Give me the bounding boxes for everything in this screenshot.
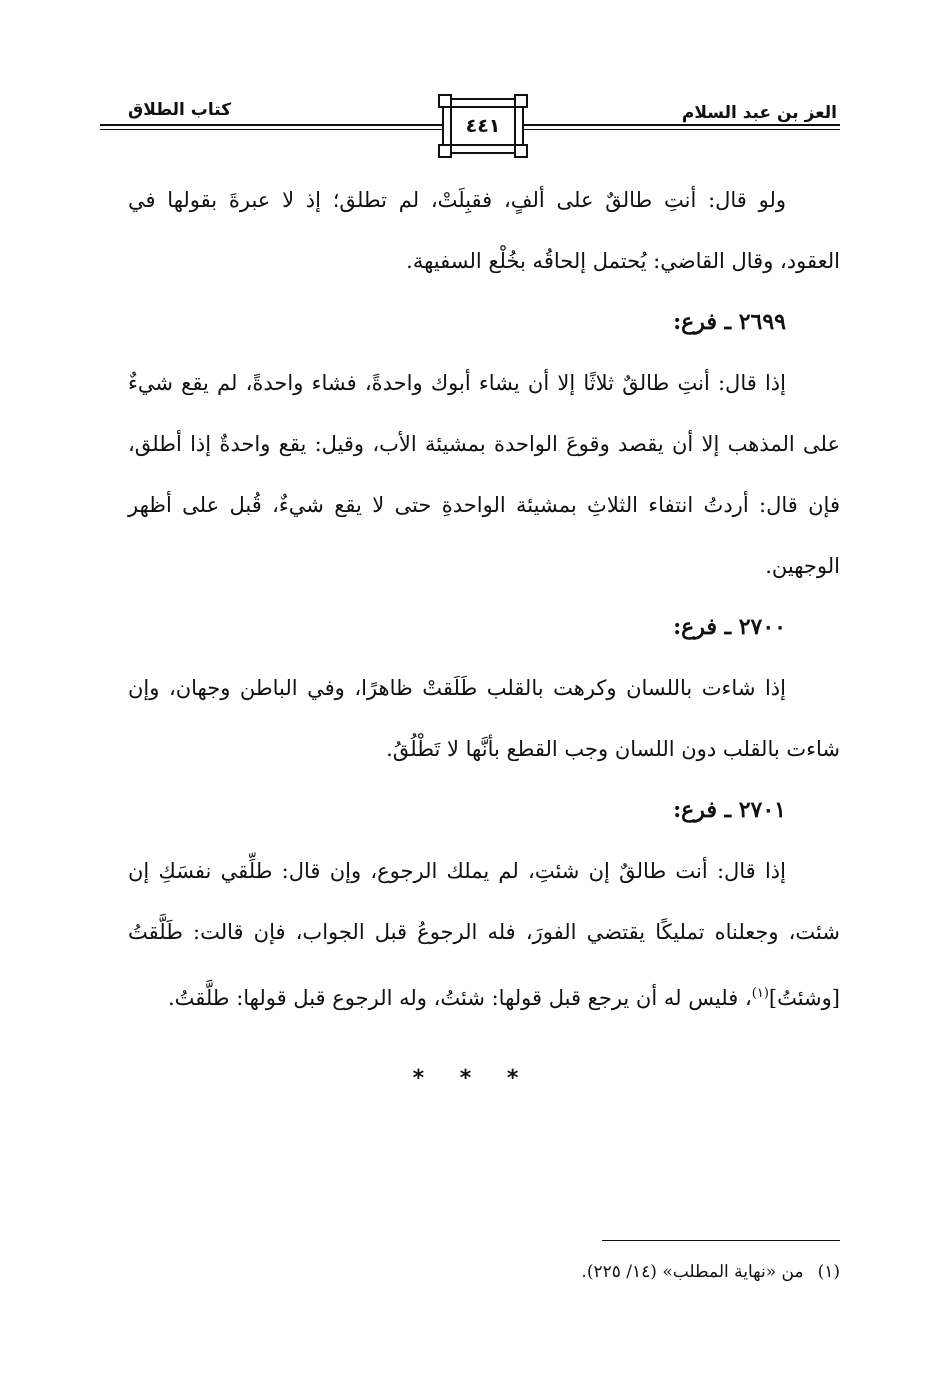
section-text-2701-part2: ، فليس له أن يرجع قبل قولها: شئتُ، وله الرجوع قبل قولها: طلَّقتُ. bbox=[167, 986, 752, 1010]
section-text-2701-part1: إذا قال: أنت طالقٌ إن شئتِ، لم يملك الرجوع، وإن قال: طلِّقي نفسَكِ إن شئت، وجعلناه تمليكًا يقتضي الفورَ، فله الرجوعُ قبل الجواب، فإن قالت: طَلَّقتُ [وشئتُ] bbox=[128, 859, 840, 1010]
section-text-2700: إذا شاءت باللسان وكرهت بالقلب طَلَقتْ ظاهرًا، وفي الباطن وجهان، وإن شاءت بالقلب دون اللسان وجب القطع بأنَّها لا تَطْلُقُ. bbox=[128, 676, 840, 761]
section-heading-2700: ٢٧٠٠ ـ فرع: bbox=[673, 614, 786, 640]
page-number: ٤٤١ bbox=[465, 115, 501, 137]
section-text-2699: إذا قال: أنتِ طالقٌ ثلاثًا إلا أن يشاء أبوك واحدةً، فشاء واحدةً، لم يقع شيءٌ على المذهب إلا أن يقصد وقوعَ الواحدة بمشيئة الأب، وقيل: يقع واحدةٌ إذا أطلق، فإن قال: أردتُ انتفاء الثلاثِ بمشيئة الواحدةِ حتى لا يقع شيءٌ، قُبل على أظهر الوجهين. bbox=[128, 371, 840, 578]
intro-paragraph: ولو قال: أنتِ طالقٌ على ألفٍ، فقبِلَتْ، لم تطلق؛ إذ لا عبرةَ بقولها في العقود، وقال القاضي: يُحتمل إلحاقُه بخُلْع السفيهة. bbox=[128, 188, 840, 273]
page-body bbox=[128, 170, 840, 1029]
section-separator: * * * bbox=[412, 1066, 533, 1091]
section-heading-2701: ٢٧٠١ ـ فرع: bbox=[673, 797, 786, 823]
section-text-2701 bbox=[128, 841, 840, 1029]
section-heading-2699: ٢٦٩٩ ـ فرع: bbox=[673, 309, 786, 335]
footnote bbox=[140, 1262, 840, 1282]
footnote-text: من «نهاية المطلب» (١٤/ ٢٢٥). bbox=[581, 1262, 804, 1282]
frame-corner bbox=[438, 144, 452, 158]
frame-corner bbox=[514, 94, 528, 108]
footnote-rule bbox=[602, 1240, 840, 1241]
page-number-frame bbox=[442, 98, 524, 154]
running-header-author: العز بن عبد السلام bbox=[681, 103, 837, 123]
page-number-inner bbox=[450, 106, 516, 146]
frame-corner bbox=[514, 144, 528, 158]
footnote-reference[interactable]: (١) bbox=[751, 986, 769, 1001]
running-header-section: كتاب الطلاق bbox=[128, 100, 232, 120]
footnote-number: (١) bbox=[817, 1262, 840, 1282]
